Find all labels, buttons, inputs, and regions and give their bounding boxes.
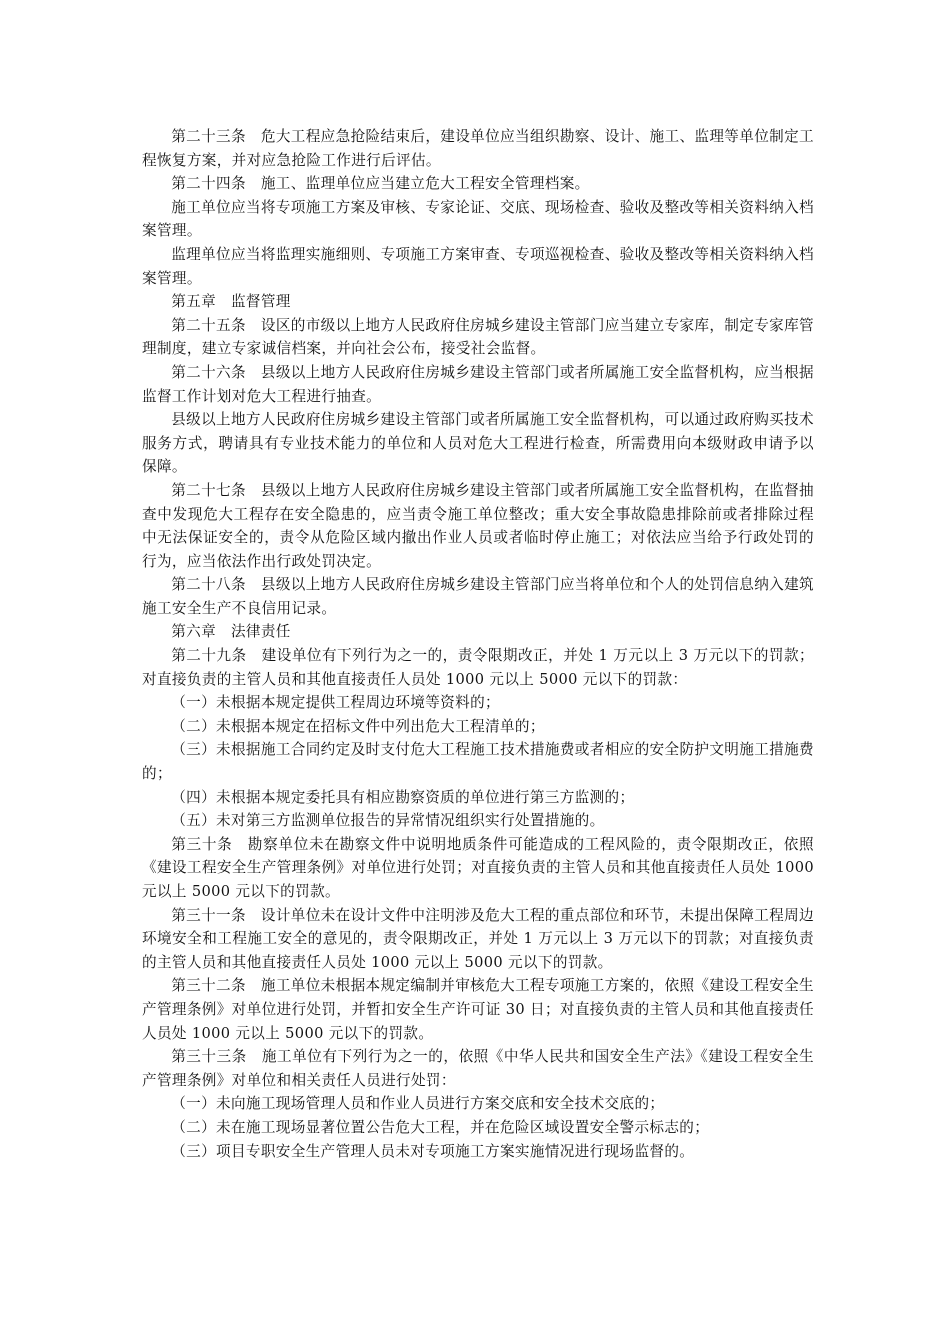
article-24-supervision-unit: 监理单位应当将监理实施细则、专项施工方案审查、专项巡视检查、验收及整改等相关资料纳入档案管理。 [142,245,814,287]
chapter-6-heading: 第六章 法律责任 [171,623,291,641]
article-30: 第三十条 勘察单位未在勘察文件中说明地质条件可能造成的工程风险的，责令限期改正，依照《建设工程安全生产管理条例》对单位进行处罚；对直接负责的主管人员和其他直接责任人员处 1000 元以上 5000 元以下的罚款。 [142,835,814,900]
article-33-item-3: （三）项目专职安全生产管理人员未对专项施工方案实施情况进行现场监督的。 [171,1142,695,1160]
article-29: 第二十九条 建设单位有下列行为之一的，责令限期改正，并处 1 万元以上 3 万元以下的罚款；对直接负责的主管人员和其他直接责任人员处 1000 元以上 5000 元以下的罚款： [142,647,814,688]
article-27: 第二十七条 县级以上地方人民政府住房城乡建设主管部门或者所属施工安全监督机构，在监督抽查中发现危大工程存在安全隐患的，应当责令施工单位整改；重大安全事故隐患排除前或者排除过程中无法保证安全的，责令从危险区域内撤出作业人员或者临时停止施工；对依法应当给予行政处罚的行为，应当依法作出行政处罚决定。 [142,481,814,570]
article-29-item-2: （二）未根据本规定在招标文件中列出危大工程清单的； [171,717,545,735]
article-33: 第三十三条 施工单位有下列行为之一的，依照《中华人民共和国安全生产法》《建设工程安全生产管理条例》对单位和相关责任人员进行处罚： [142,1048,814,1089]
article-31: 第三十一条 设计单位未在设计文件中注明涉及危大工程的重点部位和环节，未提出保障工程周边环境安全和工程施工安全的意见的，责令限期改正，并处 1 万元以上 3 万元以下的罚款；对直接负责的主管人员和其他直接责任人员处 1000 元以上 5000 元以下的罚款。 [142,906,814,971]
article-25: 第二十五条 设区的市级以上地方人民政府住房城乡建设主管部门应当建立专家库，制定专家库管理制度，建立专家诚信档案，并向社会公布，接受社会监督。 [142,316,814,358]
article-29-item-1: （一）未根据本规定提供工程周边环境等资料的； [171,694,500,712]
article-28: 第二十八条 县级以上地方人民政府住房城乡建设主管部门应当将单位和个人的处罚信息纳入建筑施工安全生产不良信用记录。 [142,576,814,617]
article-24: 第二十四条 施工、监理单位应当建立危大工程安全管理档案。 [171,175,590,193]
article-33-item-2: （二）未在施工现场显著位置公告危大工程，并在危险区域设置安全警示标志的； [171,1118,710,1136]
article-29-item-3: （三）未根据施工合同约定及时支付危大工程施工技术措施费或者相应的安全防护文明施工措施费的； [142,741,814,783]
article-32: 第三十二条 施工单位未根据本规定编制并审核危大工程专项施工方案的，依照《建设工程安全生产管理条例》对单位进行处罚，并暂扣安全生产许可证 30 日；对直接负责的主管人员和其他直接责任人员处 1000 元以上 5000 元以下的罚款。 [142,977,814,1042]
article-26: 第二十六条 县级以上地方人民政府住房城乡建设主管部门或者所属施工安全监督机构，应当根据监督工作计划对危大工程进行抽查。 [142,363,814,405]
article-33-item-1: （一）未向施工现场管理人员和作业人员进行方案交底和安全技术交底的； [171,1095,665,1113]
article-24-construction-unit: 施工单位应当将专项施工方案及审核、专家论证、交底、现场检查、验收及整改等相关资料纳入档案管理。 [142,198,814,240]
article-23: 第二十三条 危大工程应急抢险结束后，建设单位应当组织勘察、设计、施工、监理等单位制定工程恢复方案，并对应急抢险工作进行后评估。 [142,128,814,169]
article-29-item-4: （四）未根据本规定委托具有相应勘察资质的单位进行第三方监测的； [171,788,635,806]
document-body [142,125,814,1163]
article-26-paragraph-2: 县级以上地方人民政府住房城乡建设主管部门或者所属施工安全监督机构，可以通过政府购买技术服务方式，聘请具有专业技术能力的单位和人员对危大工程进行检查，所需费用向本级财政申请予以保障。 [142,411,814,476]
article-29-item-5: （五）未对第三方监测单位报告的异常情况组织实行处置措施的。 [171,812,605,830]
chapter-5-heading: 第五章 监督管理 [171,293,291,311]
